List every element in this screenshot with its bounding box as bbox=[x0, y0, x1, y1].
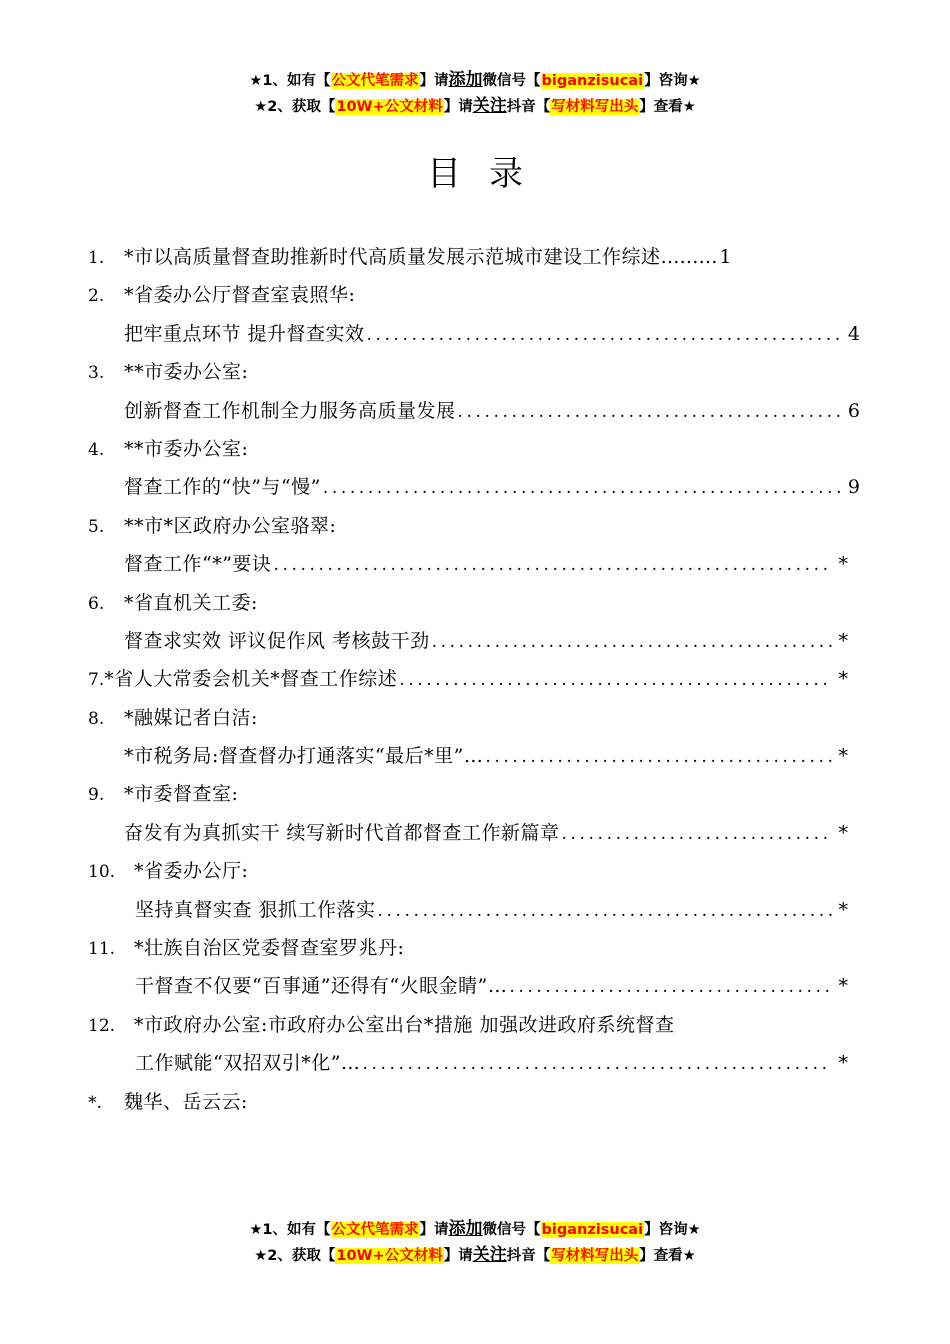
toc-entry[interactable] bbox=[88, 929, 860, 967]
toc-entry-subtitle-row[interactable] bbox=[88, 814, 860, 852]
toc-entry[interactable] bbox=[88, 852, 860, 890]
toc-entry-subtitle: 把牢重点环节 提升督查实效 bbox=[124, 322, 365, 345]
toc-entry-subtitle: 干督查不仅要“百事通”还得有“火眼金睛”… bbox=[135, 975, 508, 998]
toc-leader-dots bbox=[362, 1045, 832, 1083]
top-banner bbox=[0, 68, 950, 120]
toc-entry-title: **市委办公室: bbox=[124, 361, 249, 384]
toc-entry[interactable] bbox=[88, 1083, 860, 1121]
toc-page-number: * bbox=[838, 668, 848, 691]
toc-leader-dots bbox=[367, 316, 844, 354]
toc-entry[interactable] bbox=[88, 507, 860, 545]
page-title: 目录 bbox=[427, 154, 551, 194]
toc-leader-dots bbox=[458, 393, 844, 431]
toc-entry-number: 2. bbox=[88, 286, 105, 307]
toc-entry-title: *市以高质量督查助推新时代高质量发展示范城市建设工作综述 bbox=[124, 246, 661, 268]
toc-entry-number: 12. bbox=[88, 1015, 116, 1036]
toc-page-number: * bbox=[838, 629, 848, 652]
bottom-banner bbox=[0, 1217, 950, 1269]
toc-entry[interactable] bbox=[88, 1006, 860, 1044]
toc-entry-subtitle-row[interactable] bbox=[88, 545, 860, 583]
toc-entry-number: *. bbox=[88, 1092, 102, 1113]
toc-entry-subtitle-row[interactable] bbox=[88, 891, 860, 929]
highlight-wechat-id: biganzisucai bbox=[541, 73, 644, 89]
toc-leader-dots bbox=[323, 469, 844, 507]
toc-entry-number: 4. bbox=[88, 439, 105, 460]
toc-entry-number: 11. bbox=[88, 939, 116, 960]
highlight-service: 公文代笔需求 bbox=[331, 73, 419, 89]
toc-leader: ……… bbox=[660, 246, 718, 268]
toc-entry-title: *融媒记者白洁: bbox=[124, 706, 258, 729]
toc-entry-title: *市政府办公室:市政府办公室出台*措施 加强改进政府系统督查 bbox=[134, 1013, 675, 1036]
toc-entry-title: **市委办公室: bbox=[124, 437, 249, 460]
toc-entry-number: 8. bbox=[88, 708, 105, 729]
banner-line-1: ★1、如有【公文代笔需求】请添加微信号【biganzisucai】咨询★ bbox=[249, 70, 701, 90]
highlight-materials: 10W+公文材料 bbox=[336, 99, 443, 115]
toc-entry-title: *省委办公厅督查室袁照华: bbox=[124, 284, 356, 307]
toc-entry[interactable] bbox=[88, 430, 860, 468]
toc-page-number: * bbox=[838, 975, 848, 998]
toc-entry-subtitle-row[interactable] bbox=[88, 1044, 860, 1082]
toc-entry-title: 魏华、岳云云: bbox=[124, 1090, 248, 1113]
toc-entry-number: 9. bbox=[88, 785, 105, 806]
toc-entry[interactable] bbox=[88, 276, 860, 314]
toc-entry-subtitle: 工作赋能“双招双引*化”… bbox=[135, 1052, 361, 1075]
toc-entry-subtitle: 督查工作的“快”与“慢” bbox=[124, 476, 321, 499]
toc-entry-subtitle: 奋发有为真抓实干 续写新时代首都督查工作新篇章 bbox=[124, 821, 560, 844]
toc-entry-subtitle-row[interactable] bbox=[88, 967, 860, 1005]
toc-leader-dots bbox=[562, 815, 832, 853]
toc-page-number: * bbox=[838, 821, 848, 844]
toc-entry[interactable] bbox=[88, 238, 860, 276]
toc-entry-number: 10. bbox=[88, 862, 116, 883]
toc-entry-subtitle-row[interactable] bbox=[88, 392, 860, 430]
toc-page-number: 4 bbox=[847, 322, 860, 345]
toc-leader-dots bbox=[485, 738, 832, 776]
toc-leader-dots bbox=[432, 623, 832, 661]
toc-entry-subtitle-row[interactable] bbox=[88, 315, 860, 353]
toc-page-number: * bbox=[838, 745, 848, 768]
toc-entry-title: **市*区政府办公室骆翠: bbox=[124, 514, 337, 537]
toc-page-number: * bbox=[838, 898, 848, 921]
toc-entry[interactable] bbox=[88, 699, 860, 737]
toc-entry-subtitle-row[interactable] bbox=[88, 737, 860, 775]
toc-leader-dots bbox=[273, 546, 832, 584]
toc-entry-number: 6. bbox=[88, 593, 105, 614]
toc-entry[interactable] bbox=[88, 660, 860, 698]
toc-entry-number: 5. bbox=[88, 516, 105, 537]
toc-entry-subtitle: 坚持真督实查 狠抓工作落实 bbox=[135, 898, 376, 921]
toc-entry[interactable] bbox=[88, 584, 860, 622]
toc-entry-title: *省人大常委会机关*督查工作综述 bbox=[104, 668, 398, 691]
toc-leader-dots bbox=[509, 968, 832, 1006]
highlight-wechat-id: biganzisucai bbox=[541, 1222, 644, 1238]
table-of-contents bbox=[88, 238, 860, 1121]
toc-entry-number: 1. bbox=[88, 248, 105, 268]
toc-entry[interactable] bbox=[88, 353, 860, 391]
toc-entry-subtitle: 督查求实效 评议促作风 考核鼓干劲 bbox=[124, 629, 430, 652]
toc-page-number: * bbox=[838, 1052, 848, 1075]
toc-entry-number: 7. bbox=[88, 670, 105, 691]
highlight-douyin: 写材料写出头 bbox=[551, 99, 639, 115]
toc-entry-title: *市委督查室: bbox=[124, 783, 239, 806]
toc-page-number: 1 bbox=[719, 246, 732, 268]
banner-line-2: ★2、获取【10W+公文材料】请关注抖音【写材料写出头】查看★ bbox=[254, 96, 696, 116]
banner-line-1: ★1、如有【公文代笔需求】请添加微信号【biganzisucai】咨询★ bbox=[249, 1219, 701, 1239]
toc-leader-dots bbox=[399, 661, 832, 699]
toc-page-number: 9 bbox=[847, 476, 860, 499]
toc-entry-title: *省委办公厅: bbox=[134, 860, 249, 883]
toc-entry-subtitle: 督查工作“*”要诀 bbox=[124, 553, 272, 576]
toc-page-number: * bbox=[838, 553, 848, 576]
toc-entry-subtitle-row[interactable] bbox=[88, 622, 860, 660]
toc-page-number: 6 bbox=[847, 399, 860, 422]
toc-entry[interactable] bbox=[88, 775, 860, 813]
highlight-service: 公文代笔需求 bbox=[331, 1222, 419, 1238]
toc-entry-subtitle: 创新督查工作机制全力服务高质量发展 bbox=[124, 399, 456, 422]
toc-leader-dots bbox=[378, 892, 832, 930]
highlight-materials: 10W+公文材料 bbox=[336, 1248, 443, 1264]
toc-entry-title: *省直机关工委: bbox=[124, 591, 258, 614]
toc-entry-subtitle-row[interactable] bbox=[88, 468, 860, 506]
banner-line-2: ★2、获取【10W+公文材料】请关注抖音【写材料写出头】查看★ bbox=[254, 1245, 696, 1265]
toc-entry-title: *壮族自治区党委督查室罗兆丹: bbox=[134, 937, 405, 960]
highlight-douyin: 写材料写出头 bbox=[551, 1248, 639, 1264]
toc-entry-subtitle: *市税务局:督查督办打通落实“最后*里”… bbox=[124, 745, 484, 768]
toc-entry-number: 3. bbox=[88, 363, 105, 384]
